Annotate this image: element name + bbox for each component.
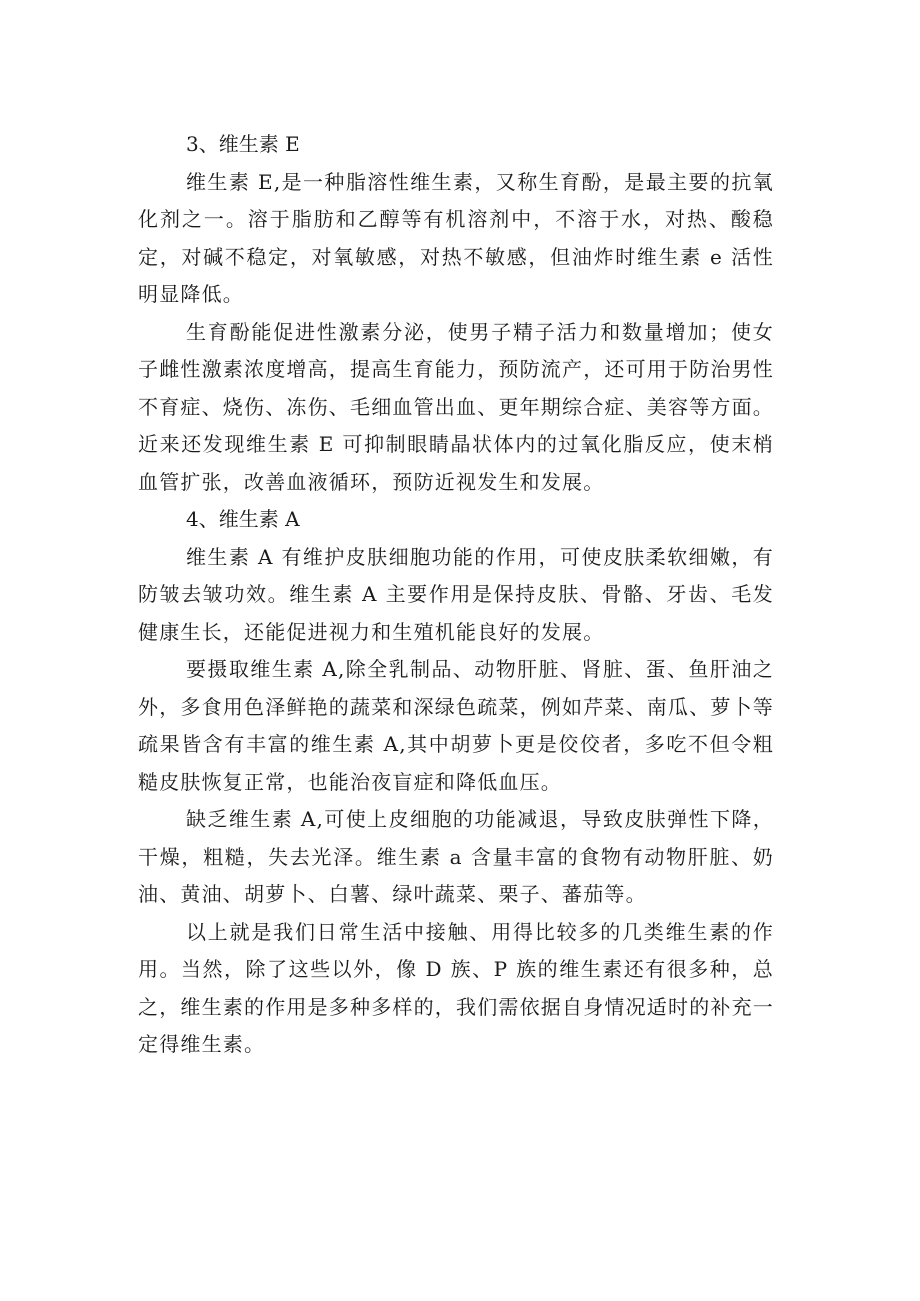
paragraph-conclusion: 以上就是我们日常生活中接触、用得比较多的几类维生素的作用。当然，除了这些以外，像 D 族、P 族的维生素还有很多种，总之，维生素的作用是多种多样的，我们需依据自身情况适时的补充一定得维生素。 — [138, 919, 774, 1056]
paragraph-vitamin-a-deficiency: 缺乏维生素 A,可使上皮细胞的功能减退，导致皮肤弹性下降，干燥，粗糙，失去光泽。维生素 a 含量丰富的食物有动物肝脏、奶油、黄油、胡萝卜、白薯、绿叶蔬菜、栗子、蕃茄等。 — [138, 807, 774, 906]
paragraph-vitamin-a-function: 维生素 A 有维护皮肤细胞功能的作用，可使皮肤柔软细嫩，有防皱去皱功效。维生素 A 主要作用是保持皮肤、骨骼、牙齿、毛发健康生长，还能促进视力和生殖机能良好的发展。 — [138, 544, 774, 644]
section-heading-vitamin-e: 3、维生素 E — [186, 132, 300, 156]
paragraph-vitamin-e-intro: 维生素 E,是一种脂溶性维生素，又称生育酚，是最主要的抗氧化剂之一。溶于脂肪和乙醇等有机溶剂中，不溶于水，对热、酸稳定，对碱不稳定，对氧敏感，对热不敏感，但油炸时维生素 e 活性明显降低。 — [138, 169, 774, 306]
document-body — [138, 126, 774, 1064]
paragraph-vitamin-e-effects: 生育酚能促进性激素分泌，使男子精子活力和数量增加；使女子雌性激素浓度增高，提高生育能力，预防流产，还可用于防治男性不育症、烧伤、冻伤、毛细血管出血、更年期综合症、美容等方面。近来还发现维生素 E 可抑制眼睛晶状体内的过氧化脂反应，使末梢血管扩张，改善血液循环，预防近视发生和发展。 — [138, 319, 774, 494]
section-heading-vitamin-a: 4、维生素 A — [186, 507, 300, 531]
paragraph-vitamin-a-sources: 要摄取维生素 A,除全乳制品、动物肝脏、肾脏、蛋、鱼肝油之外，多食用色泽鲜艳的蔬菜和深绿色疏菜，例如芹菜、南瓜、萝卜等疏果皆含有丰富的维生素 A,其中胡萝卜更是佼佼者，多吃不但令粗糙皮肤恢复正常，也能治夜盲症和降低血压。 — [138, 657, 774, 794]
